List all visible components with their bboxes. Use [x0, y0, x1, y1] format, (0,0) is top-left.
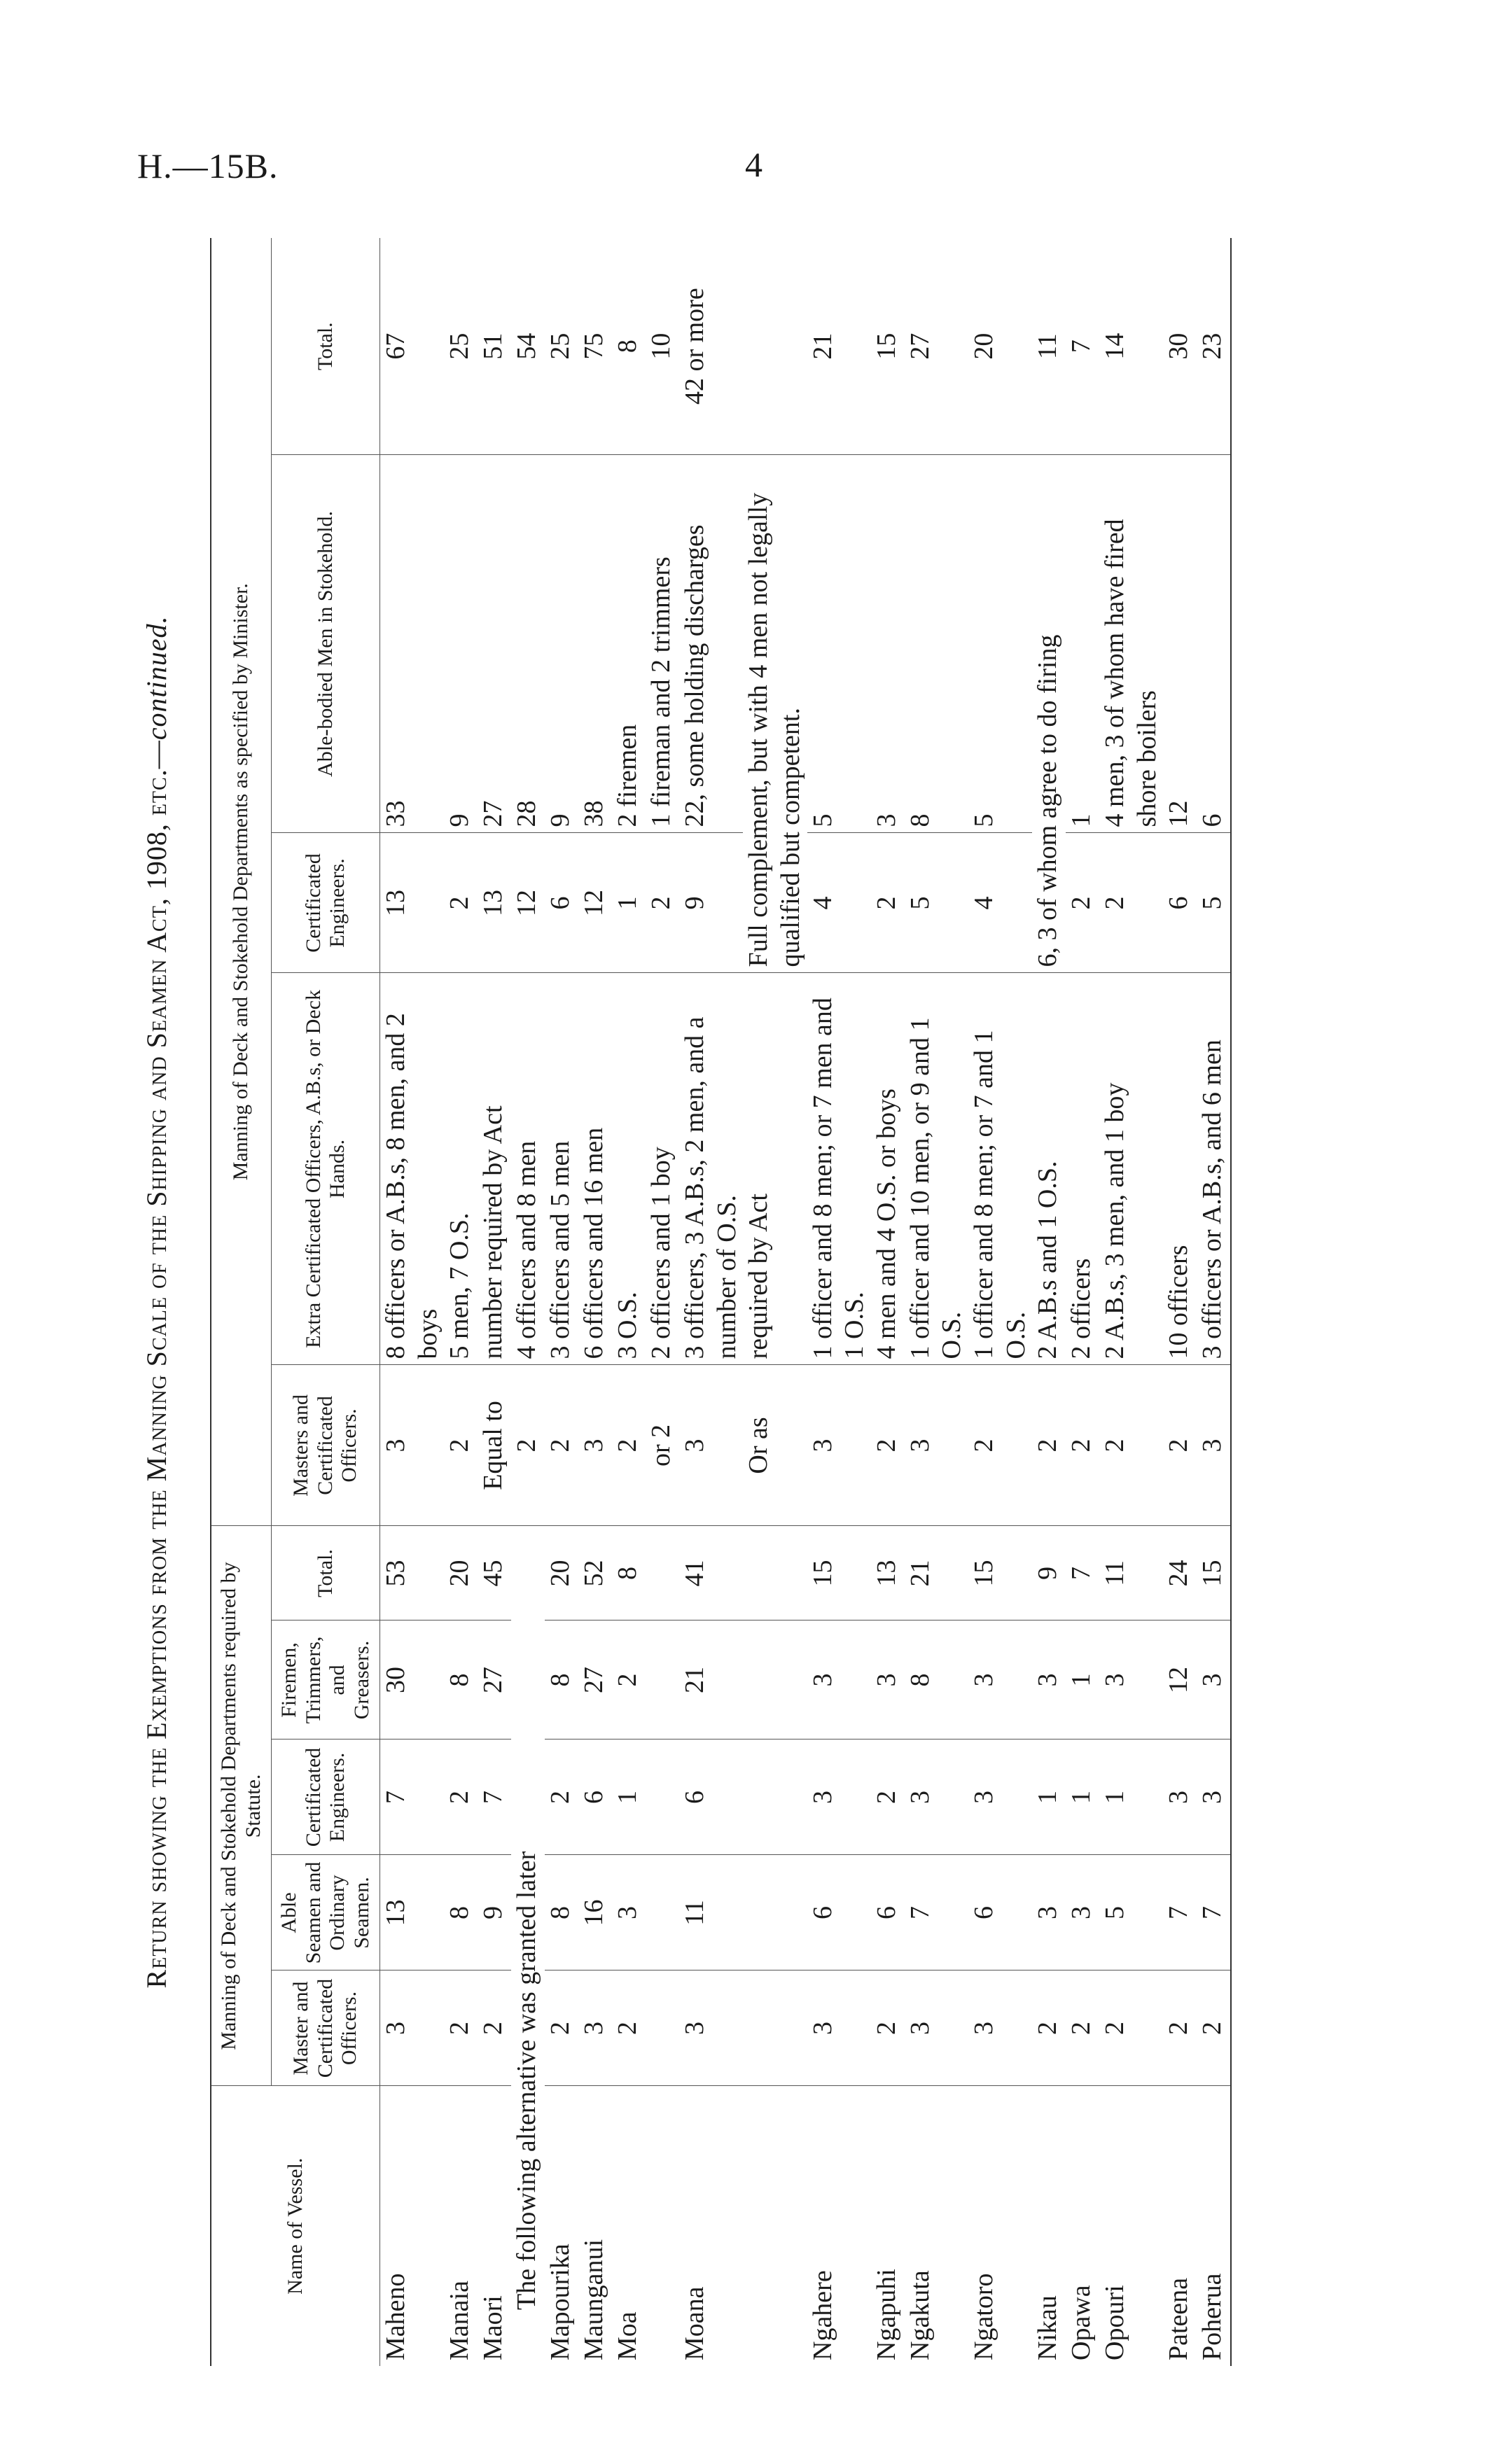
- cell-s-total: [743, 1526, 807, 1620]
- cell-s-eng: 6: [578, 1740, 612, 1855]
- cell-s-master: 2: [1197, 1970, 1231, 2086]
- cell-m-eng: 12: [511, 833, 545, 973]
- cell-m-extra: 1 officer and 8 men; or 7 and 1 O.S.: [968, 973, 1032, 1365]
- cell-s-seamen: 5: [1099, 1855, 1163, 1970]
- cell-m-total: 30: [1163, 238, 1197, 455]
- table-row: [545, 238, 578, 2366]
- cell-m-eng: 5: [1197, 833, 1231, 973]
- vessel-name: [646, 2086, 679, 2366]
- cell-s-total: 21: [905, 1526, 968, 1620]
- cell-s-seamen: 6: [871, 1855, 905, 1970]
- cell-m-extra: 3 officers or A.B.s, and 6 men: [1197, 973, 1231, 1365]
- vessel-name: Maheno: [381, 2273, 410, 2360]
- cell-s-eng: 2: [444, 1740, 478, 1855]
- cell-m-ab: 38: [578, 455, 612, 833]
- cell-s-fire: 1: [1066, 1620, 1099, 1740]
- cell-m-ab: 1 fireman and 2 trimmers: [646, 455, 679, 833]
- cell-m-extra: 1 officer and 10 men, or 9 and 1 O.S.: [905, 973, 968, 1365]
- cell-s-total: 13: [871, 1526, 905, 1620]
- exemptions-table: [210, 238, 1232, 2366]
- cell-m-total: 25: [444, 238, 478, 455]
- cell-s-fire: 3: [1099, 1620, 1163, 1740]
- cell-m-eng: 12: [578, 833, 612, 973]
- cell-m-eng: 13: [478, 833, 511, 973]
- cell-s-master: 2: [545, 1970, 578, 2086]
- header-statute-engineers: Certificated Engineers.: [272, 1740, 380, 1855]
- cell-m-master: 2: [444, 1365, 478, 1526]
- cell-m-eng: 13: [380, 833, 445, 973]
- cell-s-total: 52: [578, 1526, 612, 1620]
- table-row: [743, 238, 807, 2366]
- cell-s-fire: 8: [545, 1620, 578, 1740]
- cell-s-total: 20: [545, 1526, 578, 1620]
- cell-s-master: 2: [612, 1970, 646, 2086]
- cell-m-total: 67: [380, 238, 445, 455]
- cell-m-master: 2: [968, 1365, 1032, 1526]
- cell-m-total: 23: [1197, 238, 1231, 455]
- cell-s-master: 2: [1032, 1970, 1066, 2086]
- cell-m-eng: 5: [905, 833, 968, 973]
- cell-m-ab: 27: [478, 455, 511, 833]
- cell-s-fire: [743, 1620, 807, 1740]
- vessel-name: Ngakuta: [905, 2270, 935, 2360]
- cell-s-fire: 21: [679, 1620, 743, 1740]
- vessel-name: [743, 2086, 807, 2366]
- cell-s-seamen: 3: [1032, 1855, 1066, 1970]
- cell-s-fire: 27: [578, 1620, 612, 1740]
- cell-s-total: 15: [807, 1526, 871, 1620]
- cell-m-master: 3: [905, 1365, 968, 1526]
- cell-s-master: [743, 1970, 807, 2086]
- cell-s-fire: 30: [380, 1620, 445, 1740]
- cell-s-master: 2: [444, 1970, 478, 2086]
- cell-m-ab: 1: [1066, 455, 1099, 833]
- cell-s-eng: 2: [545, 1740, 578, 1855]
- cell-m-ab: 9: [444, 455, 478, 833]
- table-row: [1163, 238, 1197, 2366]
- cell-s-eng: 1: [1066, 1740, 1099, 1855]
- vessel-name: Moa: [613, 2311, 643, 2360]
- table-row: [1066, 238, 1099, 2366]
- cell-s-fire: 3: [1032, 1620, 1066, 1740]
- cell-minister-remark: Full complement, but with 4 men not legally qualified but competent.: [743, 455, 807, 973]
- cell-m-ab: 3: [871, 455, 905, 833]
- cell-s-eng: 7: [478, 1740, 511, 1855]
- cell-s-total: 20: [444, 1526, 478, 1620]
- cell-s-master: 2: [1099, 1970, 1163, 2086]
- header-statute-seamen: Able Seamen and Ordinary Seamen.: [272, 1855, 380, 1970]
- cell-s-master: 3: [380, 1970, 445, 2086]
- cell-s-total: 45: [478, 1526, 511, 1620]
- cell-m-extra: 8 officers or A.B.s, 8 men, and 2 boys: [380, 973, 445, 1365]
- cell-s-fire: 2: [612, 1620, 646, 1740]
- table-row: [380, 238, 445, 2366]
- cell-m-master: 3: [1197, 1365, 1231, 1526]
- cell-s-seamen: 6: [968, 1855, 1032, 1970]
- cell-m-extra: 1 officer and 8 men; or 7 men and 1 O.S.: [807, 973, 871, 1365]
- cell-m-eng: 1: [612, 833, 646, 973]
- vessel-name: Nikau: [1033, 2295, 1063, 2360]
- cell-s-total: 9: [1032, 1526, 1066, 1620]
- cell-m-master: 2: [1066, 1365, 1099, 1526]
- cell-s-eng: 6: [679, 1740, 743, 1855]
- cell-s-seamen: [646, 1855, 679, 1970]
- cell-s-seamen: 7: [905, 1855, 968, 1970]
- table-row: [478, 238, 511, 2366]
- cell-m-eng: 2: [444, 833, 478, 973]
- cell-s-master: 2: [1066, 1970, 1099, 2086]
- cell-m-extra: 2 officers and 1 boy: [646, 973, 679, 1365]
- cell-s-total: 11: [1099, 1526, 1163, 1620]
- cell-m-extra: 4 officers and 8 men: [511, 973, 545, 1365]
- cell-s-fire: 3: [968, 1620, 1032, 1740]
- cell-m-total: 20: [968, 238, 1032, 455]
- cell-m-total: 8: [612, 238, 646, 455]
- cell-m-total: 75: [578, 238, 612, 455]
- cell-m-total: 21: [807, 238, 871, 455]
- cell-minister-remark: 6, 3 of whom agree to do firing: [1032, 455, 1066, 973]
- cell-s-fire: 8: [444, 1620, 478, 1740]
- header-minister-total: Total.: [272, 238, 380, 455]
- header-vessel: Name of Vessel.: [211, 2086, 380, 2366]
- cell-m-total: 27: [905, 238, 968, 455]
- cell-s-total: 7: [1066, 1526, 1099, 1620]
- cell-s-master: 2: [478, 1970, 511, 2086]
- cell-m-extra: 3 officers and 5 men: [545, 973, 578, 1365]
- cell-s-fire: 3: [807, 1620, 871, 1740]
- vessel-name: Ngapuhi: [871, 2269, 901, 2360]
- cell-s-seamen: 9: [478, 1855, 511, 1970]
- cell-s-fire: 3: [1197, 1620, 1231, 1740]
- cell-m-extra: 3 O.S.: [612, 973, 646, 1365]
- cell-m-eng: 9: [679, 833, 743, 973]
- cell-s-eng: 3: [905, 1740, 968, 1855]
- cell-m-master: 2: [545, 1365, 578, 1526]
- cell-m-extra: 6 officers and 16 men: [578, 973, 612, 1365]
- table-row: [646, 238, 679, 2366]
- header-statute-total: Total.: [272, 1526, 380, 1620]
- cell-s-seamen: 3: [612, 1855, 646, 1970]
- table-row: [905, 238, 968, 2366]
- cell-s-eng: 1: [1032, 1740, 1066, 1855]
- cell-m-ab: 33: [380, 455, 445, 833]
- cell-s-seamen: 8: [545, 1855, 578, 1970]
- cell-s-total: 15: [1197, 1526, 1231, 1620]
- header-minister-master: Masters and Certificated Officers.: [272, 1365, 380, 1526]
- cell-s-master: 3: [807, 1970, 871, 2086]
- cell-m-extra: 2 A.B.s and 1 O.S.: [1032, 973, 1066, 1365]
- cell-m-extra: 3 officers, 3 A.B.s, 2 men, and a number of O.S.: [679, 973, 743, 1365]
- table-row: [968, 238, 1032, 2366]
- cell-m-extra: 5 men, 7 O.S.: [444, 973, 478, 1365]
- cell-s-master: 2: [1163, 1970, 1197, 2086]
- cell-m-ab: 4 men, 3 of whom have fired shore boilers: [1099, 455, 1163, 833]
- cell-s-seamen: 7: [1163, 1855, 1197, 1970]
- cell-m-master: 2: [1099, 1365, 1163, 1526]
- table-title: [140, 238, 173, 2366]
- cell-m-total: 7: [1066, 238, 1099, 455]
- cell-m-master: 2: [1032, 1365, 1066, 1526]
- vessel-name: Maori: [478, 2295, 508, 2360]
- page-number: 4: [745, 145, 763, 184]
- vessel-name: Manaia: [445, 2281, 475, 2360]
- cell-m-ab: 2 firemen: [612, 455, 646, 833]
- cell-s-eng: 3: [807, 1740, 871, 1855]
- cell-s-eng: [743, 1740, 807, 1855]
- cell-s-total: 24: [1163, 1526, 1197, 1620]
- vessel-name: Poherua: [1197, 2086, 1231, 2366]
- cell-m-ab: 12: [1163, 455, 1197, 833]
- vessel-name: Ngahere: [807, 2270, 837, 2360]
- cell-s-eng: 3: [968, 1740, 1032, 1855]
- table-row: [444, 238, 478, 2366]
- cell-m-master: 3: [578, 1365, 612, 1526]
- cell-m-master: 3: [807, 1365, 871, 1526]
- cell-s-fire: 12: [1163, 1620, 1197, 1740]
- cell-m-eng: 6: [1163, 833, 1197, 973]
- cell-s-seamen: 8: [444, 1855, 478, 1970]
- cell-s-master: [646, 1970, 679, 2086]
- cell-m-eng: 4: [968, 833, 1032, 973]
- cell-s-eng: 2: [871, 1740, 905, 1855]
- document-reference: H.—15B.: [137, 146, 279, 186]
- cell-s-master: 3: [968, 1970, 1032, 2086]
- cell-m-master: or 2: [646, 1365, 679, 1526]
- cell-m-total: 42 or more: [679, 238, 743, 455]
- cell-m-master: 2: [871, 1365, 905, 1526]
- cell-m-ab: 6: [1197, 455, 1231, 833]
- vessel-name: Maunganui: [579, 2239, 609, 2360]
- cell-s-total: [646, 1526, 679, 1620]
- cell-m-total: 51: [478, 238, 511, 455]
- cell-s-seamen: 13: [380, 1855, 445, 1970]
- cell-s-eng: [646, 1740, 679, 1855]
- vessel-name: Opawa: [1066, 2285, 1096, 2360]
- vessel-name: Pateena: [1164, 2277, 1194, 2360]
- cell-m-eng: 2: [871, 833, 905, 973]
- table-row: [1197, 238, 1231, 2366]
- table-row: [578, 238, 612, 2366]
- table-row: [807, 238, 871, 2366]
- vessel-name: Ngatoro: [968, 2273, 998, 2360]
- header-minister-extra: Extra Certificated Officers, A.B.s, or Deck Hands.: [272, 973, 380, 1365]
- table-body: [380, 238, 1232, 2366]
- cell-s-total: 15: [968, 1526, 1032, 1620]
- table-row: [1099, 238, 1163, 2366]
- header-minister-engineers: Certificated Engineers.: [272, 833, 380, 973]
- rotated-table-page: [112, 238, 1372, 2366]
- cell-s-total: 41: [679, 1526, 743, 1620]
- cell-s-fire: 8: [905, 1620, 968, 1740]
- header-statute-group: Manning of Deck and Stokehold Departments required by Statute.: [211, 1526, 272, 2086]
- cell-m-ab: 5: [807, 455, 871, 833]
- cell-m-eng: 2: [646, 833, 679, 973]
- cell-m-eng: 4: [807, 833, 871, 973]
- cell-s-eng: 3: [1163, 1740, 1197, 1855]
- table-row: [511, 238, 545, 2366]
- cell-m-extra: 2 officers: [1066, 973, 1099, 1365]
- cell-m-total: 25: [545, 238, 578, 455]
- table-row: [612, 238, 646, 2366]
- cell-m-total: [743, 238, 807, 455]
- cell-m-total: 14: [1099, 238, 1163, 455]
- cell-s-seamen: 7: [1197, 1855, 1231, 1970]
- title-main: Return showing the Exemptions from the Manning Scale of the Shipping and Seamen Act, 1908, etc.—: [141, 740, 172, 1989]
- cell-m-extra: required by Act: [743, 973, 807, 1365]
- cell-m-extra: 2 A.B.s, 3 men, and 1 boy: [1099, 973, 1163, 1365]
- cell-m-master: Or as: [743, 1365, 807, 1526]
- cell-m-master: 2: [612, 1365, 646, 1526]
- cell-s-master: 3: [578, 1970, 612, 2086]
- cell-s-eng: 3: [1197, 1740, 1231, 1855]
- table-row: [1032, 238, 1066, 2366]
- table-row: [679, 238, 743, 2366]
- cell-s-fire: [646, 1620, 679, 1740]
- cell-m-total: 15: [871, 238, 905, 455]
- cell-m-ab: 5: [968, 455, 1032, 833]
- cell-s-eng: 7: [380, 1740, 445, 1855]
- cell-m-total: 10: [646, 238, 679, 455]
- cell-s-master: 2: [871, 1970, 905, 2086]
- cell-m-extra: number required by Act: [478, 973, 511, 1365]
- header-minister-group: Manning of Deck and Stokehold Departments as specified by Minister.: [211, 238, 272, 1526]
- cell-s-fire: 3: [871, 1620, 905, 1740]
- cell-s-total: 53: [380, 1526, 445, 1620]
- header-statute-firemen: Firemen, Trimmers, and Greasers.: [272, 1620, 380, 1740]
- vessel-name: Moana: [680, 2286, 710, 2360]
- cell-s-master: 3: [679, 1970, 743, 2086]
- cell-m-ab: 8: [905, 455, 968, 833]
- cell-m-master: 3: [380, 1365, 445, 1526]
- cell-m-ab: 22, some holding discharges: [679, 455, 743, 833]
- cell-s-eng: 1: [1099, 1740, 1163, 1855]
- cell-m-master: Equal to: [478, 1365, 511, 1526]
- cell-s-seamen: 6: [807, 1855, 871, 1970]
- cell-m-ab: 9: [545, 455, 578, 833]
- cell-s-seamen: 11: [679, 1855, 743, 1970]
- vessel-name: Mapourika: [545, 2244, 576, 2360]
- cell-s-total: 8: [612, 1526, 646, 1620]
- title-suffix: continued.: [141, 615, 172, 741]
- cell-m-extra: 4 men and 4 O.S. or boys: [871, 973, 905, 1365]
- cell-s-master: 3: [905, 1970, 968, 2086]
- cell-s-seamen: 16: [578, 1855, 612, 1970]
- cell-m-ab: 28: [511, 455, 545, 833]
- cell-m-total: 11: [1032, 238, 1066, 455]
- cell-m-extra: 10 officers: [1163, 973, 1197, 1365]
- cell-m-master: 2: [1163, 1365, 1197, 1526]
- cell-s-seamen: 3: [1066, 1855, 1099, 1970]
- cell-s-fire: 27: [478, 1620, 511, 1740]
- cell-m-total: 54: [511, 238, 545, 455]
- cell-m-master: 2: [511, 1365, 545, 1526]
- cell-s-seamen: [743, 1855, 807, 1970]
- header-minister-ab-stokehold: Able-bodied Men in Stokehold.: [272, 455, 380, 833]
- cell-m-eng: 6: [545, 833, 578, 973]
- cell-s-eng: 1: [612, 1740, 646, 1855]
- table-row: [871, 238, 905, 2366]
- alternative-note: The following alternative was granted later: [512, 1851, 542, 2310]
- cell-m-master: 3: [679, 1365, 743, 1526]
- cell-m-eng: 2: [1099, 833, 1163, 973]
- header-statute-master: Master and Certificated Officers.: [272, 1970, 380, 2086]
- cell-m-eng: 2: [1066, 833, 1099, 973]
- vessel-name: Opouri: [1100, 2285, 1130, 2360]
